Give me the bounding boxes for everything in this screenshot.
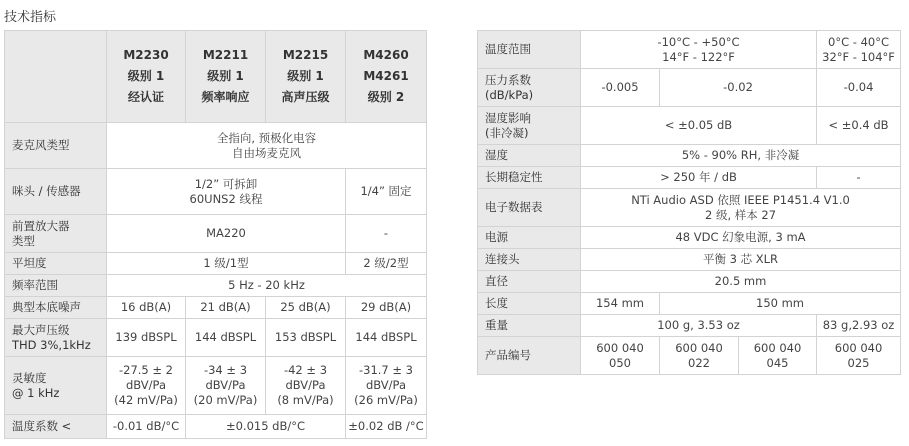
spec-value (107, 253, 346, 275)
spec-value-line: 48 VDC 幻象电源, 3 mA (675, 230, 806, 245)
spec-label (478, 227, 581, 249)
spec-label-line: 电子数据表 (485, 200, 543, 215)
spec-label-line: 频率范围 (12, 278, 58, 293)
spec-value-line: dBV/Pa (125, 378, 167, 393)
spec-label-line: 麦克风类型 (12, 138, 70, 153)
spec-value (581, 145, 901, 167)
spec-value-line: 83 g,2.93 oz (822, 318, 895, 333)
spec-label-line: @ 1 kHz (12, 385, 60, 400)
spec-value (581, 293, 660, 315)
spec-label-line: 灵敏度 (12, 370, 47, 385)
spec-row (5, 253, 427, 275)
spec-label (5, 275, 107, 297)
spec-value-line: -0.01 dB/°C (112, 419, 180, 434)
spec-value-line: 050 (609, 355, 631, 370)
spec-label-line: (非冷凝) (485, 125, 529, 140)
spec-value-line: < ±0.4 dB (828, 118, 889, 133)
spec-value-line: 022 (688, 355, 710, 370)
spec-value-line: 153 dBSPL (274, 330, 337, 345)
spec-value-line: dBV/Pa (205, 378, 246, 393)
spec-value (186, 319, 266, 357)
spec-row (478, 167, 901, 189)
spec-value (107, 169, 346, 215)
spec-value-line: (26 mV/Pa) (354, 392, 418, 407)
spec-value-line: ±0.015 dB/°C (225, 419, 306, 434)
spec-label (5, 123, 107, 169)
spec-value-line: 154 mm (595, 296, 644, 311)
spec-value-line: ±0.02 dB /°C (348, 419, 424, 434)
spec-row (478, 293, 901, 315)
spec-value-line: -0.02 (723, 80, 753, 95)
spec-label (478, 31, 581, 69)
spec-value-line: 5% - 90% RH, 非冷凝 (681, 148, 800, 163)
spec-label (478, 69, 581, 107)
spec-value-line: -27.5 ± 2 (118, 363, 174, 378)
model-header-line: M2230 (123, 48, 169, 62)
spec-label-line: 类型 (12, 233, 35, 248)
spec-row (5, 169, 427, 215)
spec-value-line: 14°F - 122°F (662, 49, 735, 64)
model-header (266, 31, 346, 123)
spec-label (478, 337, 581, 375)
spec-value-line: 139 dBSPL (115, 330, 177, 345)
spec-row (478, 315, 901, 337)
spec-value (107, 123, 427, 169)
spec-label-line: 湿度影响 (485, 110, 531, 125)
spec-value (739, 337, 817, 375)
spec-value-line: 全指向, 预极化电容 (216, 130, 317, 145)
spec-row (478, 31, 901, 69)
spec-label (478, 271, 581, 293)
spec-value (581, 31, 817, 69)
spec-row (478, 227, 901, 249)
spec-row (478, 107, 901, 145)
spec-label-line: 最大声压级 (12, 322, 70, 337)
spec-value-line: 600 040 (753, 340, 802, 355)
spec-value-line: 144 dBSPL (194, 330, 257, 345)
page-title: 技术指标 (4, 10, 57, 25)
spec-value-line: 2 级, 样本 27 (704, 207, 777, 222)
spec-value (581, 189, 901, 227)
spec-value (346, 319, 427, 357)
spec-value-line: < ±0.05 dB (664, 118, 733, 133)
spec-value-line: dBV/Pa (365, 378, 407, 393)
spec-value (346, 415, 427, 439)
spec-value-line: dBV/Pa (285, 378, 326, 393)
spec-row (478, 189, 901, 227)
spec-label-line: 长度 (485, 296, 508, 311)
model-header-row (5, 31, 427, 123)
spec-value-line: 144 dBSPL (355, 330, 417, 345)
spec-label-line: (dB/kPa) (485, 87, 534, 102)
spec-value (266, 297, 346, 319)
spec-value (581, 69, 660, 107)
spec-row (5, 123, 427, 169)
spec-value-line: 5 Hz - 20 kHz (228, 278, 305, 293)
spec-label-line: 压力系数 (485, 72, 531, 87)
model-header (186, 31, 266, 123)
spec-row (5, 319, 427, 357)
spec-value (346, 169, 427, 215)
spec-label (5, 253, 107, 275)
spec-label-line: 湿度 (485, 148, 508, 163)
spec-value (346, 297, 427, 319)
spec-label-line: 温度范围 (485, 42, 531, 57)
spec-value (817, 337, 901, 375)
spec-row (478, 271, 901, 293)
spec-value-line: 平衡 3 芯 XLR (702, 252, 779, 267)
spec-table-right (477, 30, 901, 375)
spec-value-line: 32°F - 104°F (822, 49, 895, 64)
spec-label (5, 169, 107, 215)
spec-value-line: 20.5 mm (714, 274, 767, 289)
spec-value (660, 337, 739, 375)
spec-value-line: -10°C - +50°C (657, 34, 740, 49)
model-header-line: 级别 1 (287, 69, 324, 83)
spec-label (478, 249, 581, 271)
spec-row (5, 215, 427, 253)
spec-value (346, 253, 427, 275)
spec-label-line: 长期稳定性 (485, 170, 543, 185)
spec-label-line: 温度系数 < (12, 419, 72, 434)
spec-label-line: 平坦度 (12, 256, 47, 271)
spec-label (478, 293, 581, 315)
spec-table-left (4, 30, 427, 439)
spec-value (186, 297, 266, 319)
spec-label (478, 315, 581, 337)
model-header-line: 级别 1 (127, 69, 165, 83)
model-header (107, 31, 186, 123)
spec-label (478, 145, 581, 167)
spec-label-line: 前置放大器 (12, 218, 70, 233)
spec-value-line: -0.04 (843, 80, 874, 95)
model-header-line: 高声压级 (281, 90, 330, 104)
spec-value-line: 025 (847, 355, 870, 370)
spec-value (581, 337, 660, 375)
spec-value (186, 415, 346, 439)
spec-value (107, 215, 346, 253)
model-header-line: 级别 1 (207, 69, 244, 83)
spec-label (478, 107, 581, 145)
spec-value-line: 600 040 (834, 340, 883, 355)
spec-value-line: (20 mV/Pa) (193, 392, 258, 407)
spec-value (581, 167, 817, 189)
spec-value (581, 271, 901, 293)
spec-value-line: 100 g, 3.53 oz (657, 318, 740, 333)
spec-value-line: > 250 年 / dB (660, 170, 737, 185)
model-header-line: M4261 (363, 69, 409, 83)
model-header-line: M2211 (202, 48, 249, 62)
spec-label-line: 咪头 / 传感器 (12, 184, 81, 199)
spec-value-line: 600 040 (596, 340, 644, 355)
spec-value-line: -34 ± 3 (203, 363, 248, 378)
spec-value (817, 31, 901, 69)
spec-value-line: 29 dB(A) (360, 300, 412, 315)
spec-label-line: 直径 (485, 274, 508, 289)
spec-value-line: -42 ± 3 (283, 363, 328, 378)
header-corner (5, 31, 107, 123)
spec-value (107, 357, 186, 415)
spec-value (346, 357, 427, 415)
spec-label-line: 重量 (485, 318, 508, 333)
spec-value-line: 21 dB(A) (200, 300, 251, 315)
spec-value (346, 215, 427, 253)
spec-value (266, 357, 346, 415)
spec-value (266, 319, 346, 357)
spec-value-line: MA220 (206, 226, 246, 241)
model-header-line: M4260 (363, 48, 409, 62)
spec-value-line: - (383, 226, 389, 241)
spec-row (5, 297, 427, 319)
spec-value-line: (8 mV/Pa) (277, 392, 334, 407)
spec-row (478, 145, 901, 167)
spec-row (478, 69, 901, 107)
model-header-line: M2215 (282, 48, 329, 62)
spec-value-line: NTi Audio ASD 依照 IEEE P1451.4 V1.0 (631, 192, 850, 207)
spec-value (186, 357, 266, 415)
spec-value-line: 600 040 (675, 340, 723, 355)
spec-label (478, 167, 581, 189)
spec-label (478, 189, 581, 227)
spec-value (660, 69, 817, 107)
spec-label (5, 319, 107, 357)
spec-value (581, 107, 817, 145)
spec-label-line: 产品编号 (485, 348, 531, 363)
spec-value-line: 2 级/2型 (363, 256, 409, 271)
spec-label (5, 215, 107, 253)
model-header-line: 经认证 (127, 90, 164, 104)
spec-value (660, 293, 901, 315)
spec-value-line: 1/2” 可拆卸 (194, 176, 258, 191)
spec-label-line: 电源 (485, 230, 508, 245)
spec-value-line: 16 dB(A) (120, 300, 172, 315)
spec-value (817, 167, 901, 189)
spec-value-line: (42 mV/Pa) (114, 392, 178, 407)
spec-label-line: 连接头 (485, 252, 520, 267)
spec-value-line: -31.7 ± 3 (358, 363, 414, 378)
spec-value-line: 自由场麦克风 (232, 145, 301, 160)
spec-value (581, 249, 901, 271)
spec-label (5, 297, 107, 319)
spec-label (5, 415, 107, 439)
model-header-line: 级别 2 (367, 90, 405, 104)
spec-value-line: 60UNS2 线程 (189, 191, 263, 206)
spec-value-line: 25 dB(A) (280, 300, 331, 315)
spec-row (5, 275, 427, 297)
spec-value (581, 315, 817, 337)
spec-value-line: - (856, 170, 861, 185)
spec-row (5, 415, 427, 439)
spec-value (107, 415, 186, 439)
spec-value-line: 1/4” 固定 (360, 184, 412, 199)
spec-value (107, 319, 186, 357)
spec-row (478, 249, 901, 271)
spec-label-line: 典型本底噪声 (12, 300, 81, 315)
spec-value-line: 1 级/1型 (203, 256, 249, 271)
spec-value-line: 0°C - 40°C (828, 34, 890, 49)
spec-value (107, 275, 427, 297)
spec-row (5, 357, 427, 415)
spec-row (478, 337, 901, 375)
spec-value-line: 150 mm (756, 296, 805, 311)
spec-value-line: 045 (766, 355, 789, 370)
spec-value (817, 315, 901, 337)
spec-value (581, 227, 901, 249)
spec-value (107, 297, 186, 319)
spec-label-line: THD 3%,1kHz (12, 337, 91, 352)
model-header-line: 频率响应 (201, 90, 250, 104)
spec-value-line: -0.005 (601, 80, 639, 95)
model-header (346, 31, 427, 123)
spec-label (5, 357, 107, 415)
spec-value (817, 69, 901, 107)
spec-value (817, 107, 901, 145)
